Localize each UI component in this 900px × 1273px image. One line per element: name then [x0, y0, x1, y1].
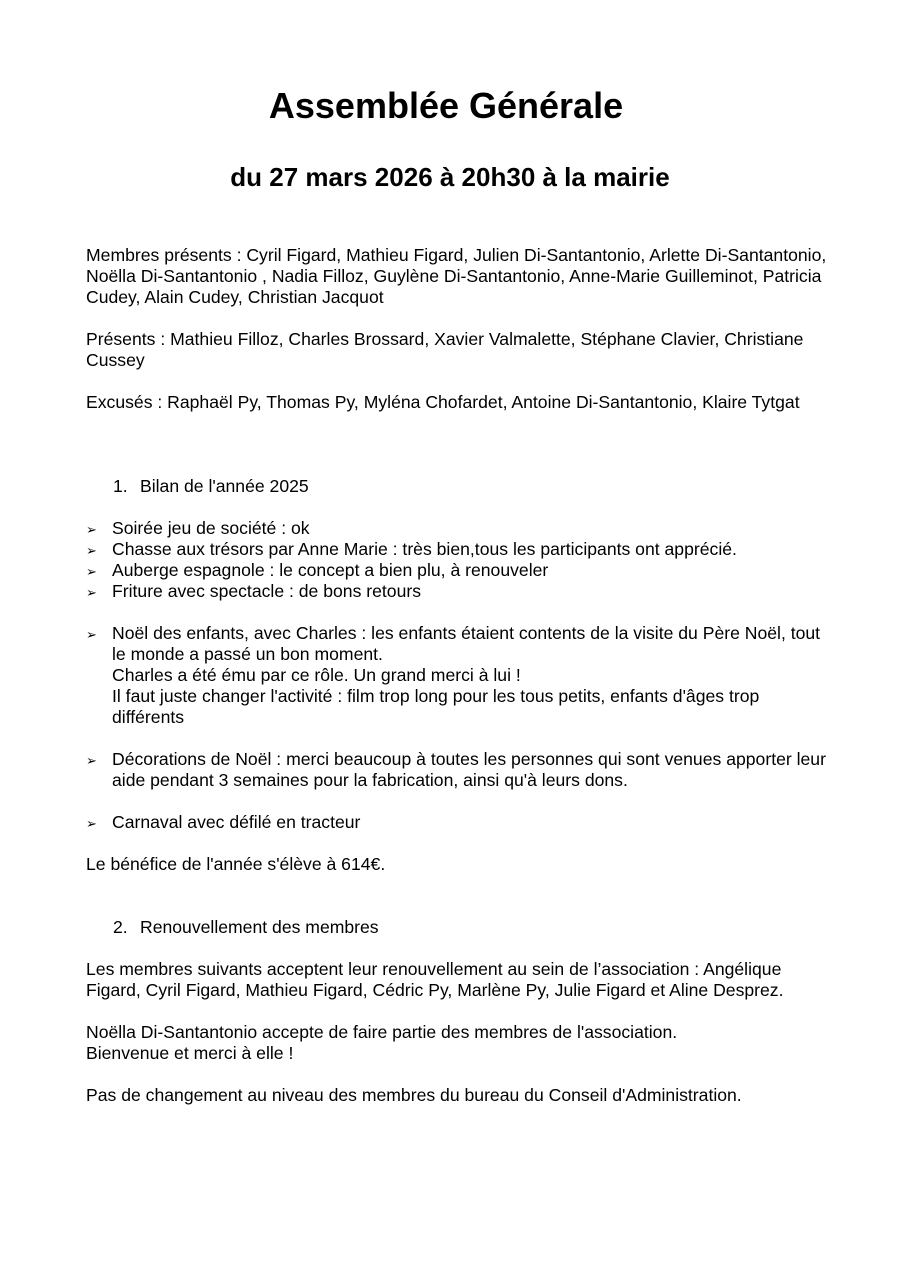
section-2-title: Renouvellement des membres: [140, 917, 379, 937]
noel-enfants-item: [86, 623, 831, 728]
decorations-text: Décorations de Noël : merci beaucoup à toutes les personnes qui sont venues apporter leur aide pendant 3 semaines pour la fabrication, ainsi qu'à leurs dons.: [112, 749, 826, 790]
noel-enfants-line-3: Il faut juste changer l'activité : film trop long pour les tous petits, enfants d'âges trop différents: [112, 686, 760, 727]
new-member-line-1: Noëlla Di-Santantonio accepte de faire partie des membres de l'association.: [86, 1022, 678, 1042]
section-2-number: 2.: [113, 917, 128, 937]
board-paragraph: Pas de changement au niveau des membres du bureau du Conseil d'Administration.: [86, 1085, 742, 1105]
noel-enfants-text: [112, 623, 831, 728]
page-subtitle: du 27 mars 2026 à 20h30 à la mairie: [230, 162, 670, 192]
arrow-bullet-icon: ➢: [86, 585, 97, 600]
noel-enfants-line-2: Charles a été ému par ce rôle. Un grand merci à lui !: [112, 665, 521, 685]
list-item: [86, 560, 831, 581]
list-item: [86, 539, 831, 560]
arrow-bullet-icon: ➢: [86, 627, 97, 642]
arrow-bullet-icon: ➢: [86, 753, 97, 768]
carnaval-item: [86, 812, 831, 833]
carnaval-text: Carnaval avec défilé en tracteur: [112, 812, 361, 832]
arrow-bullet-icon: ➢: [86, 564, 97, 579]
list-item-text: Friture avec spectacle : de bons retours: [112, 581, 422, 601]
list-item-text: Soirée jeu de société : ok: [112, 518, 310, 538]
noel-enfants-line-1: Noël des enfants, avec Charles : les enfants étaient contents de la visite du Père Noël, tout le monde a passé un bon moment.: [112, 623, 821, 664]
section-1-title: Bilan de l'année 2025: [140, 476, 309, 496]
section-1-number: 1.: [113, 476, 128, 496]
arrow-bullet-icon: ➢: [86, 816, 97, 831]
new-member-line-2: Bienvenue et merci à elle !: [86, 1043, 294, 1063]
benefice-paragraph: Le bénéfice de l'année s'élève à 614€.: [86, 854, 386, 874]
new-member-paragraph: [86, 1022, 831, 1064]
present-paragraph: Présents : Mathieu Filloz, Charles Brossard, Xavier Valmalette, Stéphane Clavier, Christiane Cussey: [86, 329, 804, 370]
section-2-heading: [86, 917, 831, 938]
arrow-bullet-icon: ➢: [86, 522, 97, 537]
excused-paragraph: Excusés : Raphaël Py, Thomas Py, Myléna Chofardet, Antoine Di-Santantonio, Klaire Tytgat: [86, 392, 800, 412]
list-item-text: Auberge espagnole : le concept a bien plu, à renouveler: [112, 560, 549, 580]
arrow-bullet-icon: ➢: [86, 543, 97, 558]
decorations-item: [86, 749, 831, 791]
activities-list: [86, 518, 831, 602]
renewal-paragraph: Les membres suivants acceptent leur renouvellement au sein de l’association : Angélique Figard, Cyril Figard, Mathieu Figard, Cédric Py, Marlène Py, Julie Figard et Aline Desprez.: [86, 959, 784, 1000]
document-body: [86, 245, 831, 1106]
section-1-heading: [86, 476, 831, 497]
page-title: Assemblée Générale: [268, 85, 624, 126]
members-present-paragraph: Membres présents : Cyril Figard, Mathieu Figard, Julien Di-Santantonio, Arlette Di-Santantonio, Noëlla Di-Santantonio , Nadia Filloz, Guylène Di-Santantonio, Anne-Marie Guilleminot, Patricia Cudey, Alain Cudey, Christian Jacquot: [86, 245, 827, 307]
list-item: [86, 518, 831, 539]
list-item-text: Chasse aux trésors par Anne Marie : très bien,tous les participants ont apprécié.: [112, 539, 737, 559]
list-item: [86, 581, 831, 602]
